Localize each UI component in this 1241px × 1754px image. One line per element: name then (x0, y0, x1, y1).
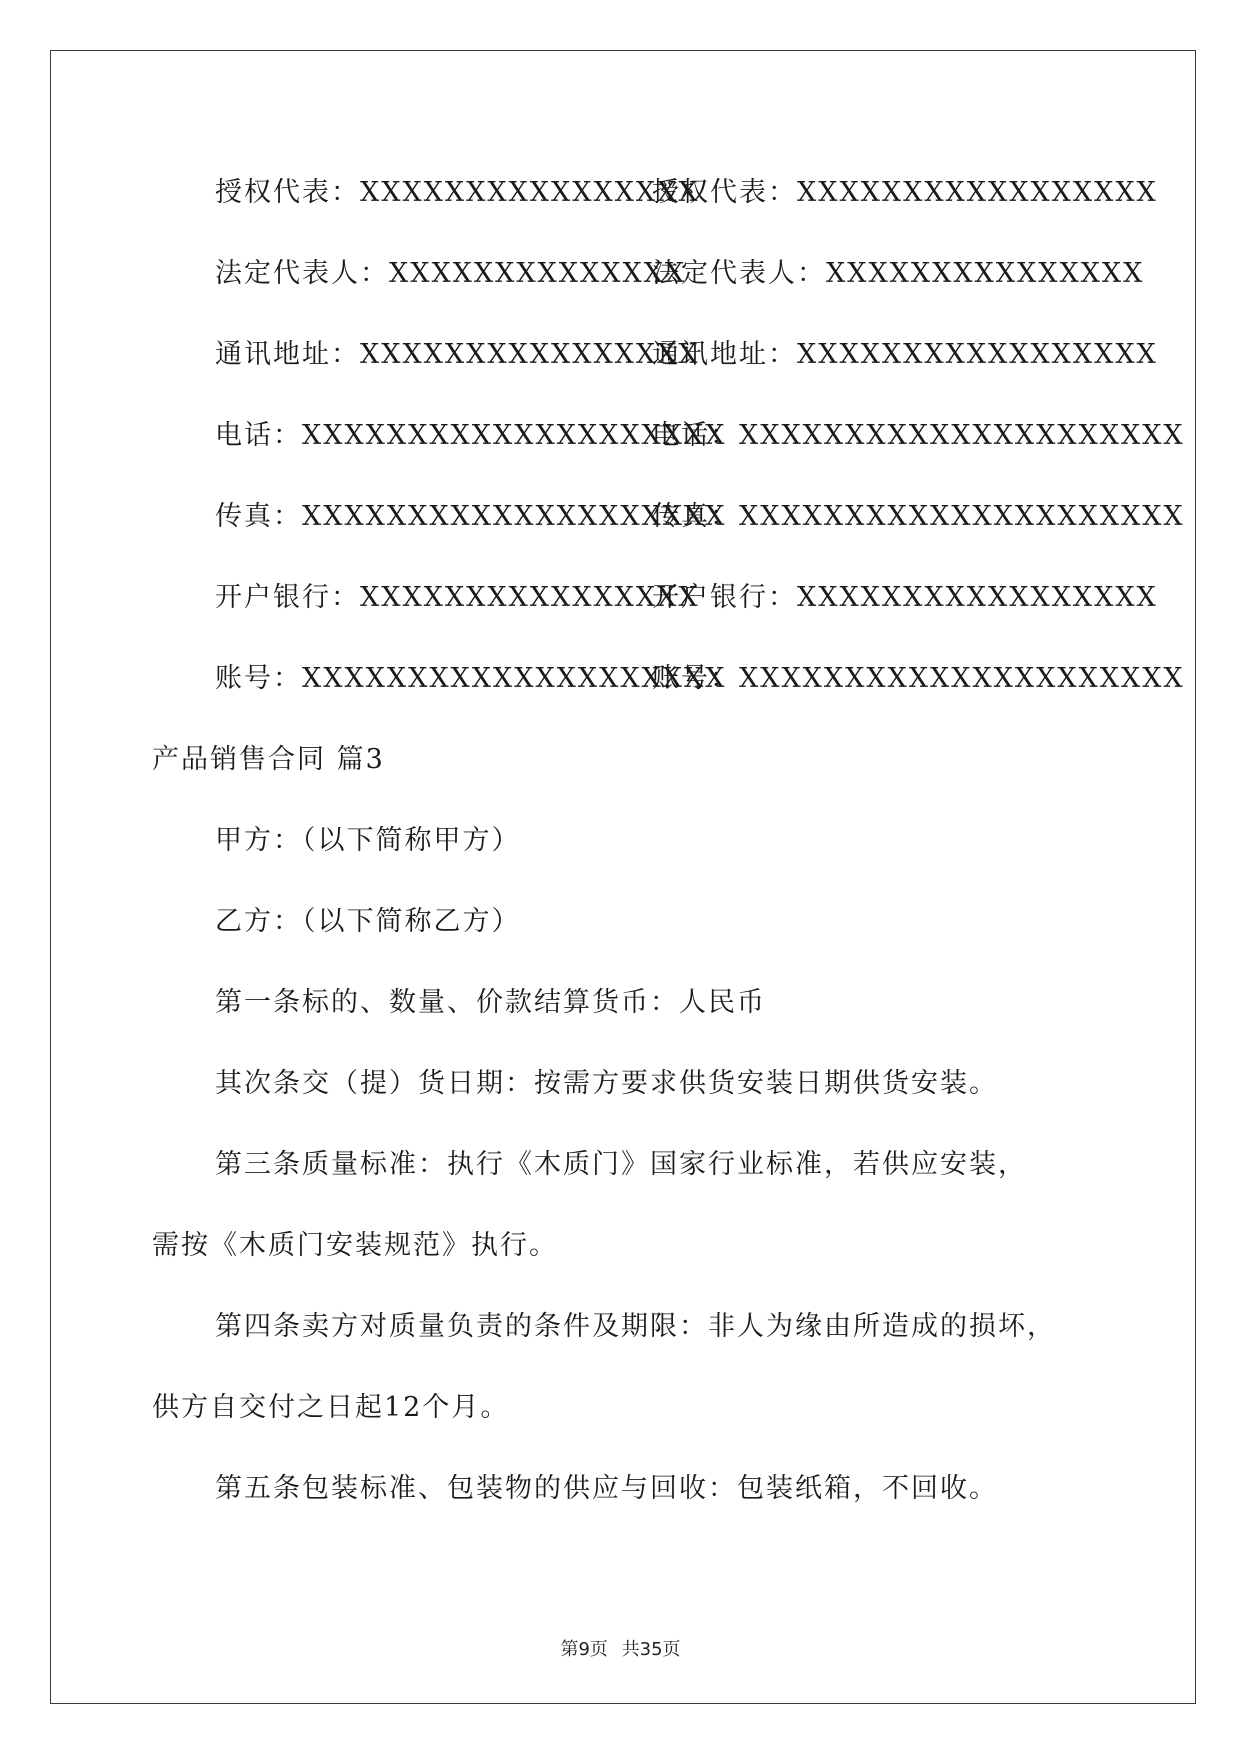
info-right-1: 法定代表人：XXXXXXXXXXXXXXX (652, 258, 1145, 289)
info-left-3: 电话：XXXXXXXXXXXXXXXXXXXX (215, 420, 727, 451)
paragraph-article-2: 其次条交（提）货日期：按需方要求供货安装日期供货安装。 (215, 1068, 998, 1099)
paragraph-party-a: 甲方：（以下简称甲方） (215, 825, 521, 856)
paragraph-article-5: 第五条包装标准、包装物的供应与回收：包装纸箱，不回收。 (215, 1473, 998, 1504)
page-footer (0, 1635, 1241, 1661)
paragraph-article-3-cont: 需按《木质门安装规范》执行。 (152, 1230, 558, 1261)
page-total: 共35页 (621, 1639, 681, 1660)
section-title: 产品销售合同 篇3 (152, 744, 385, 775)
info-right-0: 授权代表：XXXXXXXXXXXXXXXXX (652, 177, 1158, 208)
paragraph-party-b: 乙方：（以下简称乙方） (215, 906, 521, 937)
info-right-2: 通讯地址：XXXXXXXXXXXXXXXXX (652, 339, 1158, 370)
info-right-5: 开户银行：XXXXXXXXXXXXXXXXX (652, 582, 1158, 613)
info-left-5: 开户银行：XXXXXXXXXXXXXXXX (215, 582, 700, 613)
page-border (50, 50, 1196, 1704)
info-right-3: 电话：XXXXXXXXXXXXXXXXXXXXX (652, 420, 1185, 451)
paragraph-article-4: 第四条卖方对质量负责的条件及期限：非人为缘由所造成的损坏， (215, 1311, 1056, 1342)
paragraph-article-4-cont: 供方自交付之日起12个月。 (152, 1392, 510, 1423)
page-number: 第9页 (560, 1639, 608, 1660)
info-left-6: 账号：XXXXXXXXXXXXXXXXXXXX (215, 663, 727, 694)
info-right-6: 账号：XXXXXXXXXXXXXXXXXXXXX (652, 663, 1185, 694)
info-left-1: 法定代表人：XXXXXXXXXXXXXX (215, 258, 687, 289)
paragraph-article-3: 第三条质量标准：执行《木质门》国家行业标准，若供应安装， (215, 1149, 1027, 1180)
info-left-0: 授权代表：XXXXXXXXXXXXXXXX (215, 177, 700, 208)
info-right-4: 传真：XXXXXXXXXXXXXXXXXXXXX (652, 501, 1185, 532)
paragraph-article-1: 第一条标的、数量、价款结算货币：人民币 (215, 987, 766, 1018)
info-left-4: 传真：XXXXXXXXXXXXXXXXXXXX (215, 501, 727, 532)
info-left-2: 通讯地址：XXXXXXXXXXXXXXXX (215, 339, 700, 370)
